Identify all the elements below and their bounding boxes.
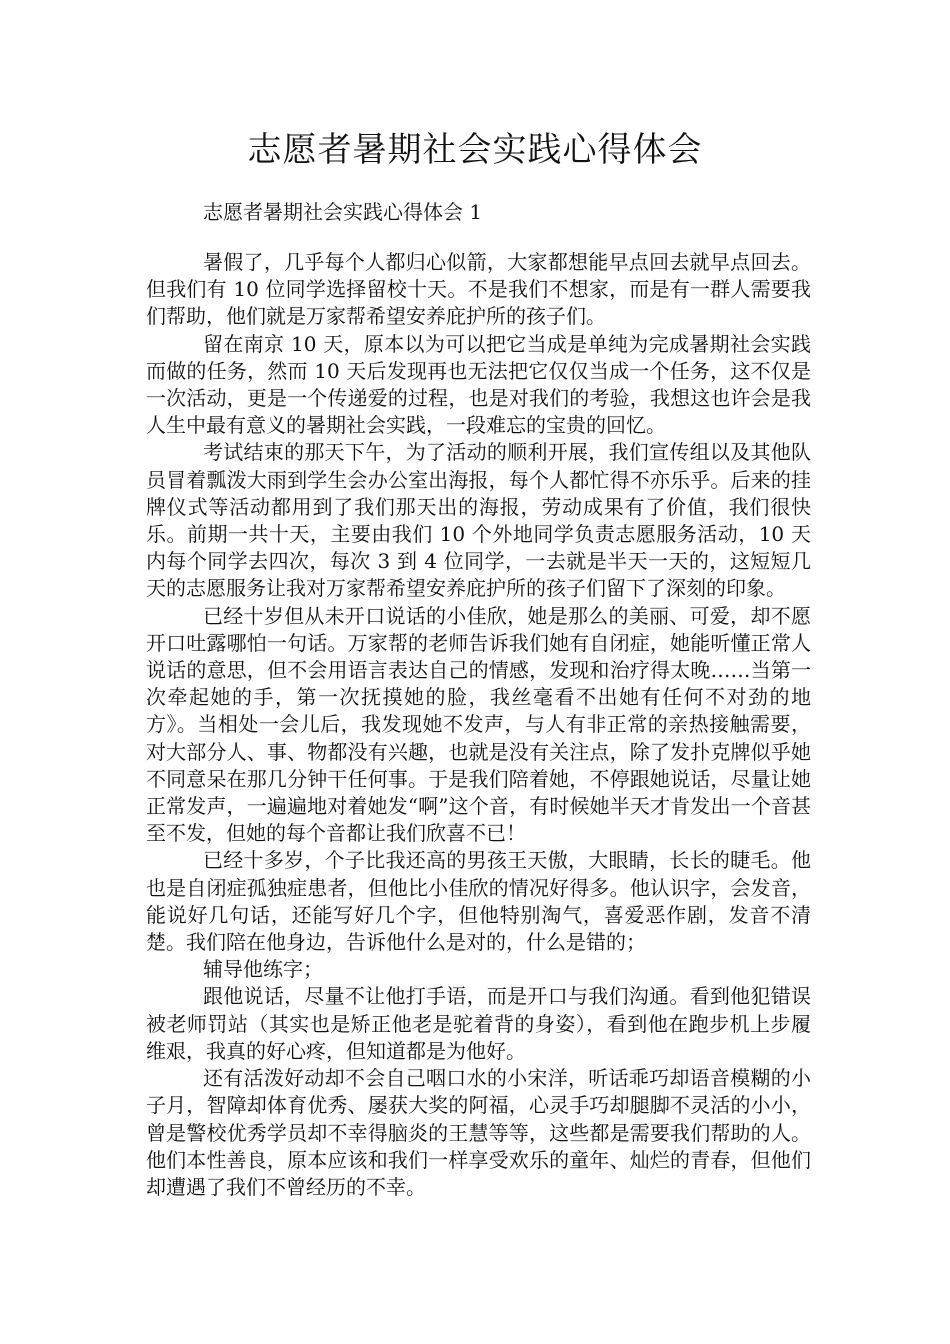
document-subtitle: 志愿者暑期社会实践心得体会 1	[203, 200, 483, 224]
paragraph: 暑假了，几乎每个人都归心似箭，大家都想能早点回去就早点回去。但我们有 10 位同学选择留校十天。不是我们不想家，而是有一群人需要我们帮助，他们就是万家帮希望安养庇护所的孩子们。	[146, 250, 811, 329]
paragraph: 跟他说话，尽量不让他打手语，而是开口与我们沟通。看到他犯错误被老师罚站（其实也是矫正他老是驼着背的身姿），看到他在跑步机上步履维艰，我真的好心疼，但知道都是为他好。	[146, 984, 811, 1063]
paragraph: 考试结束的那天下午，为了活动的顺利开展，我们宣传组以及其他队员冒着瓢泼大雨到学生会办公室出海报，每个人都忙得不亦乐乎。后来的挂牌仪式等活动都用到了我们那天出的海报，劳动成果有了价值，我们很快乐。前期一共十天，主要由我们 10 个外地同学负责志愿服务活动，10 天内每个同学去四次，每次 3 到 4 位同学，一去就是半天一天的，这短短几天的志愿服务让我对万家帮希望安养庇护所的孩子们留下了深刻的印象。	[146, 440, 811, 601]
paragraph: 留在南京 10 天，原本以为可以把它当成是单纯为完成暑期社会实践而做的任务，然而 10 天后发现再也无法把它仅仅当成一个任务，这不仅是一次活动，更是一个传递爱的过程，也是对我们的考验，我想这也许会是我人生中最有意义的暑期社会实践，一段难忘的宝贵的回忆。	[146, 331, 811, 438]
paragraph: 还有活泼好动却不会自己咽口水的小宋洋，听话乖巧却语音模糊的小子月，智障却体育优秀、屡获大奖的阿福，心灵手巧却腿脚不灵活的小小，曾是警校优秀学员却不幸得脑炎的王慧等等，这些都是需要我们帮助的人。他们本性善良，原本应该和我们一样享受欢乐的童年、灿烂的青春，但他们却遭遇了我们不曾经历的不幸。	[146, 1066, 811, 1199]
paragraph: 辅导他练字；	[203, 957, 323, 982]
document-title: 志愿者暑期社会实践心得体会	[247, 130, 703, 170]
paragraph: 已经十多岁，个子比我还高的男孩王天傲，大眼睛，长长的睫毛。他也是自闭症孤独症患者，但他比小佳欣的情况好得多。他认识字，会发音，能说好几句话，还能写好几个字，但他特别淘气，喜爱恶作剧，发音不清楚。我们陪在他身边，告诉他什么是对的，什么是错的；	[146, 848, 811, 955]
document-body	[146, 249, 811, 1201]
paragraph: 已经十岁但从未开口说话的小佳欣，她是那么的美丽、可爱，却不愿开口吐露哪怕一句话。万家帮的老师告诉我们她有自闭症，她能听懂正常人说话的意思，但不会用语言表达自己的情感，发现和治疗得太晚……当第一次牵起她的手，第一次抚摸她的脸，我丝毫看不出她有任何不对劲的地方》。当相处一会儿后，我发现她不发声，与人有非正常的亲热接触需要，对大部分人、事、物都没有兴趣，也就是没有关注点，除了发扑克牌似乎她不同意呆在那几分钟干任何事。于是我们陪着她，不停跟她说话，尽量让她正常发声，一遍遍地对着她发“啊”这个音，有时候她半天才肯发出一个音甚至不发，但她的每个音都让我们欣喜不已！	[146, 603, 811, 846]
